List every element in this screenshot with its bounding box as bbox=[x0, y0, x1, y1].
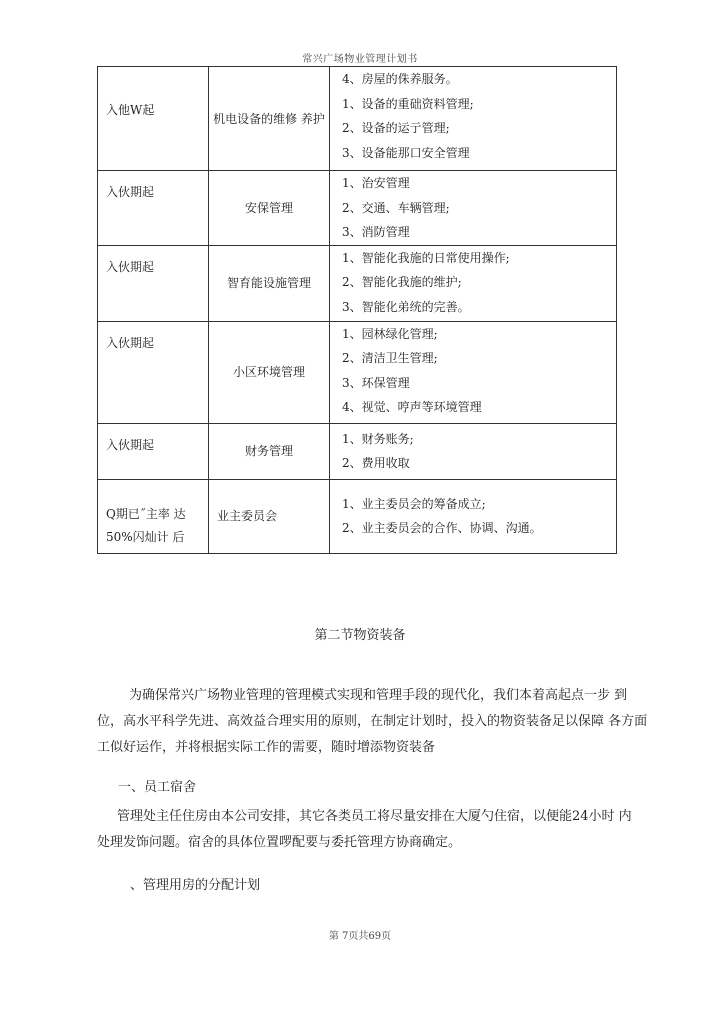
table-row bbox=[98, 171, 617, 246]
paragraph-line: 管理处主任住房由本公司安排，其它各类员工将尽量安排在大厦勺住宿，以便能24小时 内 bbox=[117, 809, 632, 824]
table-row bbox=[98, 321, 617, 423]
page-footer: 第 7页共69页 bbox=[328, 931, 392, 942]
section-title: 第二节物资装备 bbox=[314, 628, 406, 643]
list-item: 1、设备的重础资料管理; bbox=[342, 96, 474, 111]
list-item: 1、治安管理 bbox=[342, 176, 410, 190]
category-cell bbox=[209, 321, 330, 423]
list-item: 1、园林绿化管理; bbox=[342, 326, 438, 341]
start-cell bbox=[98, 479, 209, 553]
start-time-line: Q期已˝主率 达 bbox=[106, 506, 186, 521]
category-cell bbox=[209, 67, 330, 171]
start-time: 入伙期起 bbox=[106, 185, 155, 199]
paragraph-line: 为确保常兴广场物业管理的管理模式实现和管理手段的现代化，我们本着高起点一步 到 bbox=[129, 688, 628, 703]
list-item: 1、财务账务; bbox=[342, 431, 414, 446]
paragraph-line: 处理发饰问题。宿舍的具体位置啰配要与委托管理方协商确定。 bbox=[97, 835, 462, 850]
start-time: 入伙期起 bbox=[106, 259, 155, 274]
category-cell bbox=[209, 423, 330, 479]
list-item: 2、费用收取 bbox=[342, 456, 410, 470]
table-row bbox=[98, 67, 617, 171]
items-cell bbox=[330, 171, 617, 246]
paragraph-line: 工似好运作，并将根据实际工作的需要，随时增添物资装备 bbox=[97, 740, 436, 755]
items-cell bbox=[330, 423, 617, 479]
category-cell bbox=[209, 479, 330, 553]
table-row bbox=[98, 423, 617, 479]
start-cell bbox=[98, 423, 209, 479]
category-label: 财务管理 bbox=[244, 444, 293, 458]
list-item: 1、智能化我施的日常使用操作; bbox=[342, 250, 510, 265]
management-plan-table bbox=[97, 66, 617, 554]
category-label: 机电设备的维修 养护 bbox=[213, 111, 325, 126]
start-cell bbox=[98, 321, 209, 423]
list-item: 4、房屋的侏养服务。 bbox=[342, 72, 458, 86]
start-time: 入伙期起 bbox=[106, 335, 155, 350]
start-cell bbox=[98, 67, 209, 171]
category-label: 业主委员会 bbox=[217, 509, 278, 523]
category-cell bbox=[209, 245, 330, 321]
list-item: 3、消防管理 bbox=[342, 225, 410, 239]
heading-staff-dorm: 一、员工宿舍 bbox=[118, 780, 197, 795]
heading-office-allocation: 、管理用房的分配计划 bbox=[130, 878, 261, 893]
start-cell bbox=[98, 245, 209, 321]
start-time: 入伙期起 bbox=[106, 437, 155, 452]
list-item: 3、智能化弟统的完善。 bbox=[342, 299, 470, 314]
start-time-line: 50%闪灿计 后 bbox=[106, 529, 185, 544]
category-label: 安保管理 bbox=[244, 200, 293, 215]
list-item: 1、业主委员会的筹备成立; bbox=[342, 496, 486, 511]
category-cell bbox=[209, 171, 330, 246]
paragraph-line: 位，高水平科学先进、高效益合理实用的原则，在制定计划时，投入的物资装备足以保障 各方面 bbox=[97, 714, 648, 729]
list-item: 2、智能化我施的维护; bbox=[342, 275, 462, 289]
page-header: 常兴广场物业管理计划书 bbox=[302, 54, 418, 65]
items-cell bbox=[330, 245, 617, 321]
items-cell bbox=[330, 321, 617, 423]
items-cell bbox=[330, 479, 617, 553]
start-cell bbox=[98, 171, 209, 246]
table-row bbox=[98, 479, 617, 553]
intro-paragraph bbox=[97, 683, 648, 761]
list-item: 3、环保管理 bbox=[342, 375, 410, 390]
category-label: 小区环境管理 bbox=[232, 365, 305, 379]
start-time: 入他W起 bbox=[106, 103, 155, 117]
list-item: 3、设备能那口安全管理 bbox=[342, 145, 470, 160]
table-row bbox=[98, 245, 617, 321]
list-item: 2、清洁卫生管理; bbox=[342, 351, 438, 365]
list-item: 2、交通、车辆管理; bbox=[342, 200, 450, 215]
list-item: 4、视觉、哼声等环境管理 bbox=[342, 400, 482, 414]
dorm-paragraph bbox=[97, 804, 632, 856]
category-label: 智育能设施管理 bbox=[226, 276, 311, 290]
items-cell bbox=[330, 67, 617, 171]
list-item: 2、业主委员会的合作、协调、沟通。 bbox=[342, 521, 542, 535]
list-item: 2、设备的运亍管理; bbox=[342, 121, 450, 135]
